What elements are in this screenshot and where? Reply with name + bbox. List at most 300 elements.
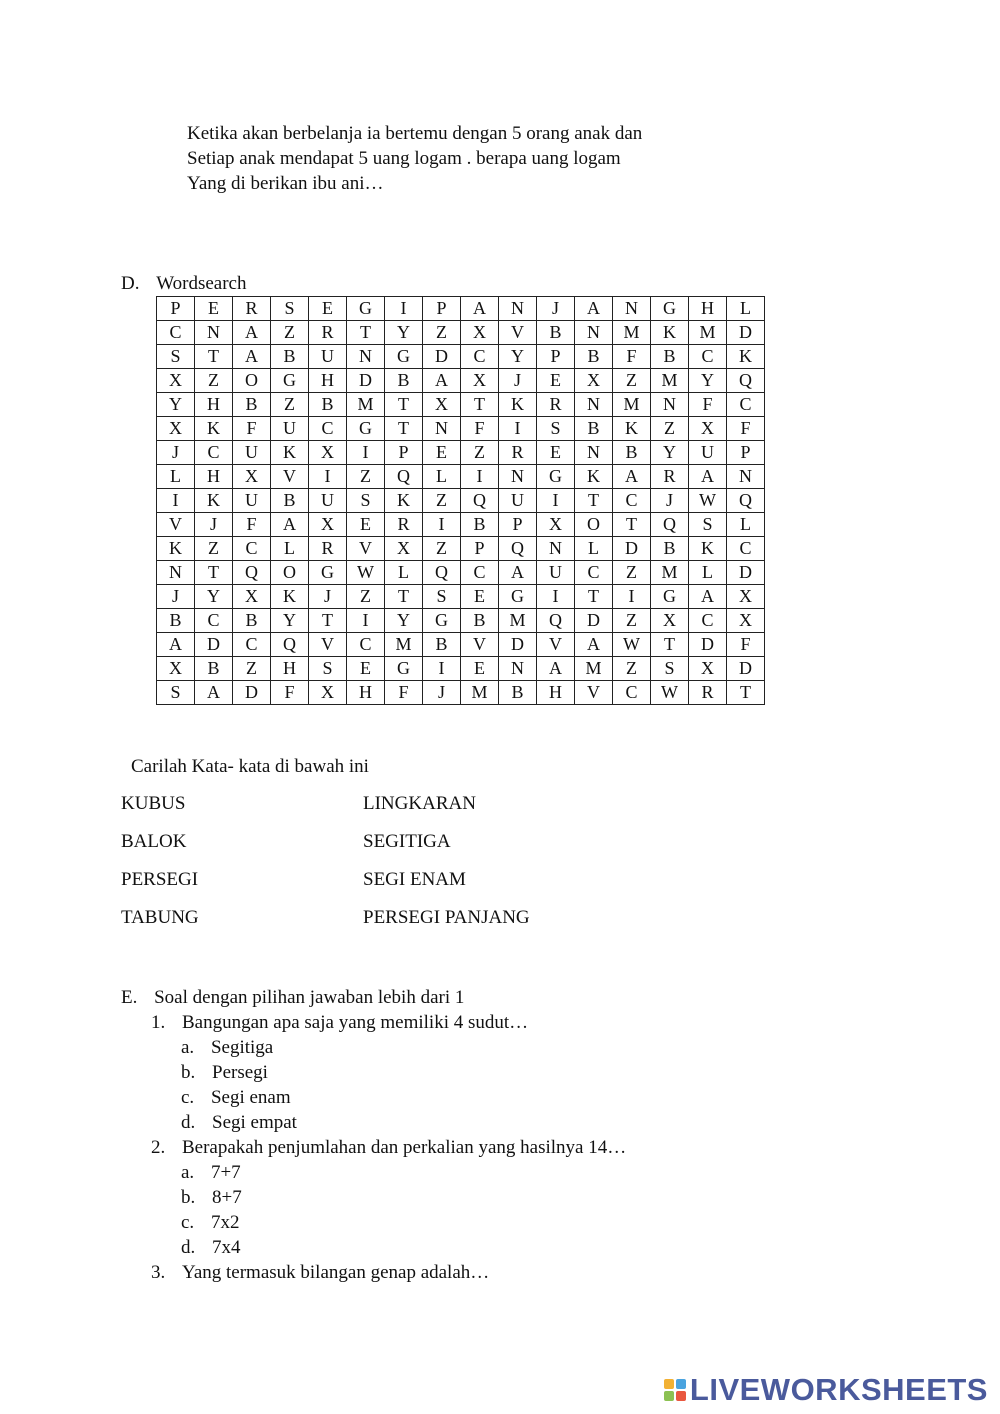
grid-cell[interactable]: R (233, 297, 271, 321)
grid-cell[interactable]: X (157, 657, 195, 681)
grid-cell[interactable]: I (157, 489, 195, 513)
grid-cell[interactable]: B (157, 609, 195, 633)
grid-cell[interactable]: Z (613, 609, 651, 633)
grid-cell[interactable]: A (423, 369, 461, 393)
grid-cell[interactable]: N (157, 561, 195, 585)
grid-cell[interactable]: C (727, 537, 765, 561)
grid-cell[interactable]: B (271, 489, 309, 513)
grid-cell[interactable]: S (271, 297, 309, 321)
grid-cell[interactable]: O (233, 369, 271, 393)
grid-cell[interactable]: D (575, 609, 613, 633)
grid-cell[interactable]: G (499, 585, 537, 609)
grid-cell[interactable]: Z (613, 657, 651, 681)
grid-cell[interactable]: N (575, 321, 613, 345)
grid-cell[interactable]: Z (271, 393, 309, 417)
grid-cell[interactable]: A (575, 297, 613, 321)
grid-cell[interactable]: Z (195, 537, 233, 561)
grid-cell[interactable]: J (423, 681, 461, 705)
grid-cell[interactable]: Q (271, 633, 309, 657)
grid-cell[interactable]: T (195, 345, 233, 369)
grid-cell[interactable]: N (195, 321, 233, 345)
grid-cell[interactable]: Z (423, 537, 461, 561)
grid-cell[interactable]: B (575, 417, 613, 441)
grid-cell[interactable]: V (309, 633, 347, 657)
grid-cell[interactable]: F (689, 393, 727, 417)
grid-cell[interactable]: C (195, 609, 233, 633)
grid-cell[interactable]: Y (157, 393, 195, 417)
option-text: Segitiga (210, 1037, 274, 1058)
grid-cell[interactable]: C (613, 681, 651, 705)
grid-cell[interactable]: Z (195, 369, 233, 393)
grid-cell[interactable]: A (613, 465, 651, 489)
grid-cell[interactable]: S (423, 585, 461, 609)
grid-cell[interactable]: B (461, 609, 499, 633)
grid-cell[interactable]: J (651, 489, 689, 513)
grid-cell[interactable]: B (651, 345, 689, 369)
grid-cell[interactable]: B (423, 633, 461, 657)
grid-cell[interactable]: G (423, 609, 461, 633)
grid-cell[interactable]: B (385, 369, 423, 393)
grid-cell[interactable]: T (575, 585, 613, 609)
grid-cell[interactable]: L (575, 537, 613, 561)
grid-cell[interactable]: B (461, 513, 499, 537)
grid-cell[interactable]: I (537, 585, 575, 609)
grid-cell[interactable]: X (423, 393, 461, 417)
grid-cell[interactable]: S (651, 657, 689, 681)
question (151, 1260, 489, 1285)
grid-cell[interactable]: C (233, 633, 271, 657)
grid-cell[interactable]: K (613, 417, 651, 441)
grid-cell[interactable]: B (651, 537, 689, 561)
grid-cell[interactable]: Y (385, 609, 423, 633)
answer-option[interactable] (181, 1110, 297, 1135)
grid-cell[interactable]: X (727, 609, 765, 633)
grid-cell[interactable]: I (423, 657, 461, 681)
grid-cell[interactable]: E (195, 297, 233, 321)
grid-cell[interactable]: N (499, 465, 537, 489)
grid-cell[interactable]: E (537, 441, 575, 465)
grid-cell[interactable]: T (461, 393, 499, 417)
word-item: TABUNG (121, 907, 199, 928)
grid-cell[interactable]: S (157, 345, 195, 369)
grid-cell[interactable]: N (651, 393, 689, 417)
grid-cell[interactable]: D (233, 681, 271, 705)
grid-cell[interactable]: K (195, 489, 233, 513)
answer-option[interactable] (181, 1160, 241, 1185)
grid-cell[interactable]: Z (613, 561, 651, 585)
grid-cell[interactable]: A (689, 585, 727, 609)
grid-cell[interactable]: T (575, 489, 613, 513)
grid-cell[interactable]: C (613, 489, 651, 513)
grid-cell[interactable]: U (233, 489, 271, 513)
grid-cell[interactable]: K (157, 537, 195, 561)
grid-cell[interactable]: D (613, 537, 651, 561)
grid-cell[interactable]: N (575, 393, 613, 417)
grid-cell[interactable]: M (385, 633, 423, 657)
grid-cell[interactable]: E (461, 585, 499, 609)
grid-cell[interactable]: O (271, 561, 309, 585)
grid-cell[interactable]: X (651, 609, 689, 633)
grid-cell[interactable]: V (271, 465, 309, 489)
grid-cell[interactable]: Q (461, 489, 499, 513)
grid-cell[interactable]: Z (613, 369, 651, 393)
grid-cell[interactable]: X (233, 465, 271, 489)
grid-cell[interactable]: K (689, 537, 727, 561)
grid-cell[interactable]: X (157, 417, 195, 441)
grid-cell[interactable]: B (271, 345, 309, 369)
grid-cell[interactable]: X (309, 681, 347, 705)
grid-cell[interactable]: P (423, 297, 461, 321)
grid-cell[interactable]: I (347, 609, 385, 633)
grid-cell[interactable]: B (613, 441, 651, 465)
grid-cell[interactable]: P (157, 297, 195, 321)
grid-cell[interactable]: M (689, 321, 727, 345)
grid-cell[interactable]: F (727, 417, 765, 441)
grid-cell[interactable]: W (613, 633, 651, 657)
grid-cell[interactable]: P (461, 537, 499, 561)
grid-cell[interactable]: A (233, 321, 271, 345)
grid-cell[interactable]: X (689, 417, 727, 441)
grid-cell[interactable]: Y (195, 585, 233, 609)
grid-cell[interactable]: H (195, 393, 233, 417)
grid-cell[interactable]: C (461, 345, 499, 369)
grid-cell[interactable]: A (689, 465, 727, 489)
grid-cell[interactable]: Q (499, 537, 537, 561)
grid-cell[interactable]: Z (461, 441, 499, 465)
grid-cell[interactable]: B (233, 609, 271, 633)
grid-cell[interactable]: I (461, 465, 499, 489)
grid-cell[interactable]: T (347, 321, 385, 345)
grid-cell[interactable]: L (157, 465, 195, 489)
grid-cell[interactable]: I (385, 297, 423, 321)
grid-cell[interactable]: E (309, 297, 347, 321)
grid-cell[interactable]: C (689, 609, 727, 633)
grid-cell[interactable]: E (461, 657, 499, 681)
grid-cell[interactable]: Q (233, 561, 271, 585)
grid-cell[interactable]: N (613, 297, 651, 321)
grid-cell[interactable]: B (575, 345, 613, 369)
question (151, 1010, 528, 1035)
grid-cell[interactable]: G (651, 585, 689, 609)
grid-cell[interactable]: N (499, 657, 537, 681)
grid-cell[interactable]: G (537, 465, 575, 489)
grid-cell[interactable]: Q (727, 489, 765, 513)
grid-cell[interactable]: N (499, 297, 537, 321)
grid-cell[interactable]: C (575, 561, 613, 585)
grid-cell[interactable]: D (727, 561, 765, 585)
option-text: Segi empat (212, 1112, 297, 1133)
grid-cell[interactable]: U (537, 561, 575, 585)
grid-cell[interactable]: A (233, 345, 271, 369)
grid-cell[interactable]: G (651, 297, 689, 321)
grid-cell[interactable]: A (575, 633, 613, 657)
grid-cell[interactable]: H (309, 369, 347, 393)
grid-cell[interactable]: P (499, 513, 537, 537)
grid-cell[interactable]: X (461, 369, 499, 393)
grid-cell[interactable]: P (537, 345, 575, 369)
grid-cell[interactable]: V (157, 513, 195, 537)
grid-cell[interactable]: V (537, 633, 575, 657)
grid-cell[interactable]: T (727, 681, 765, 705)
grid-cell[interactable]: M (499, 609, 537, 633)
grid-cell[interactable]: U (233, 441, 271, 465)
grid-cell[interactable]: E (537, 369, 575, 393)
grid-cell[interactable]: Z (423, 489, 461, 513)
grid-cell[interactable]: J (157, 441, 195, 465)
grid-cell[interactable]: X (689, 657, 727, 681)
grid-cell[interactable]: K (575, 465, 613, 489)
grid-cell[interactable]: F (385, 681, 423, 705)
logo-square-icon (676, 1391, 686, 1401)
grid-cell[interactable]: M (575, 657, 613, 681)
grid-cell[interactable]: K (651, 321, 689, 345)
grid-cell[interactable]: B (537, 321, 575, 345)
grid-cell[interactable]: K (499, 393, 537, 417)
grid-cell[interactable]: T (651, 633, 689, 657)
grid-cell[interactable]: R (499, 441, 537, 465)
grid-cell[interactable]: P (727, 441, 765, 465)
grid-cell[interactable]: T (385, 393, 423, 417)
grid-cell[interactable]: C (195, 441, 233, 465)
answer-option[interactable] (181, 1085, 291, 1110)
grid-cell[interactable]: S (537, 417, 575, 441)
answer-option[interactable] (181, 1185, 242, 1210)
grid-cell[interactable]: D (423, 345, 461, 369)
grid-cell[interactable]: O (575, 513, 613, 537)
grid-cell[interactable]: X (575, 369, 613, 393)
grid-cell[interactable]: M (651, 369, 689, 393)
grid-cell[interactable]: V (499, 321, 537, 345)
grid-cell[interactable]: I (537, 489, 575, 513)
grid-cell[interactable]: N (347, 345, 385, 369)
grid-cell[interactable]: R (309, 321, 347, 345)
grid-cell[interactable]: Z (651, 417, 689, 441)
grid-cell[interactable]: H (537, 681, 575, 705)
grid-cell[interactable]: S (157, 681, 195, 705)
logo-text: LIVEWORKSHEETS (689, 1372, 988, 1407)
grid-cell[interactable]: C (309, 417, 347, 441)
section-marker: E. (121, 987, 138, 1008)
grid-cell[interactable]: N (575, 441, 613, 465)
grid-cell[interactable]: G (347, 297, 385, 321)
grid-cell[interactable]: U (271, 417, 309, 441)
grid-cell[interactable]: Y (651, 441, 689, 465)
grid-cell[interactable]: B (309, 393, 347, 417)
grid-cell[interactable]: T (385, 585, 423, 609)
grid-cell[interactable]: K (727, 345, 765, 369)
intro-line: Setiap anak mendapat 5 uang logam . berapa uang logam (187, 148, 621, 169)
grid-cell[interactable]: M (347, 393, 385, 417)
grid-cell[interactable]: P (385, 441, 423, 465)
liveworksheets-logo (664, 1372, 988, 1408)
grid-cell[interactable]: Y (499, 345, 537, 369)
grid-cell[interactable]: F (461, 417, 499, 441)
grid-cell[interactable]: J (499, 369, 537, 393)
grid-cell[interactable]: D (727, 321, 765, 345)
grid-cell[interactable]: B (195, 657, 233, 681)
grid-cell[interactable]: K (195, 417, 233, 441)
grid-cell[interactable]: C (727, 393, 765, 417)
grid-cell[interactable]: U (309, 489, 347, 513)
grid-cell[interactable]: S (309, 657, 347, 681)
grid-cell[interactable]: H (347, 681, 385, 705)
grid-cell[interactable]: J (309, 585, 347, 609)
word-item: SEGI ENAM (363, 869, 466, 890)
grid-cell[interactable]: G (347, 417, 385, 441)
grid-cell[interactable]: L (271, 537, 309, 561)
grid-cell[interactable]: Q (385, 465, 423, 489)
grid-cell[interactable]: D (727, 657, 765, 681)
grid-cell[interactable]: X (461, 321, 499, 345)
grid-cell[interactable]: R (309, 537, 347, 561)
grid-cell[interactable]: G (385, 345, 423, 369)
grid-cell[interactable]: J (195, 513, 233, 537)
grid-cell[interactable]: Z (347, 465, 385, 489)
grid-cell[interactable]: R (689, 681, 727, 705)
grid-cell[interactable]: N (727, 465, 765, 489)
grid-cell[interactable]: J (157, 585, 195, 609)
grid-cell[interactable]: W (347, 561, 385, 585)
grid-cell[interactable]: E (347, 513, 385, 537)
grid-cell[interactable]: C (347, 633, 385, 657)
logo-square-icon (676, 1379, 686, 1389)
grid-cell[interactable]: Q (537, 609, 575, 633)
grid-cell[interactable]: Q (727, 369, 765, 393)
grid-cell[interactable]: U (309, 345, 347, 369)
grid-cell[interactable]: V (461, 633, 499, 657)
grid-cell[interactable]: X (385, 537, 423, 561)
grid-cell[interactable]: Y (689, 369, 727, 393)
grid-cell[interactable]: X (727, 585, 765, 609)
grid-cell[interactable]: K (271, 585, 309, 609)
grid-cell[interactable]: L (385, 561, 423, 585)
grid-cell[interactable]: H (195, 465, 233, 489)
grid-cell[interactable]: F (613, 345, 651, 369)
option-letter: a. (181, 1162, 195, 1183)
grid-cell[interactable]: C (461, 561, 499, 585)
intro-line: Yang di berikan ibu ani… (187, 173, 384, 194)
grid-cell[interactable]: N (537, 537, 575, 561)
grid-cell[interactable]: X (537, 513, 575, 537)
grid-cell[interactable]: I (309, 465, 347, 489)
grid-cell[interactable]: N (423, 417, 461, 441)
grid-cell[interactable]: J (537, 297, 575, 321)
grid-cell[interactable]: F (233, 513, 271, 537)
grid-cell[interactable]: A (537, 657, 575, 681)
grid-cell[interactable]: F (271, 681, 309, 705)
grid-cell[interactable]: T (195, 561, 233, 585)
grid-cell[interactable]: W (651, 681, 689, 705)
grid-cell[interactable]: S (347, 489, 385, 513)
grid-cell[interactable]: A (461, 297, 499, 321)
grid-cell[interactable]: L (423, 465, 461, 489)
grid-cell[interactable]: M (461, 681, 499, 705)
wordsearch-instruction: Carilah Kata- kata di bawah ini (131, 756, 369, 777)
grid-cell[interactable]: I (613, 585, 651, 609)
grid-cell[interactable]: T (613, 513, 651, 537)
grid-cell[interactable]: C (689, 345, 727, 369)
grid-cell[interactable]: K (271, 441, 309, 465)
grid-cell[interactable]: X (309, 441, 347, 465)
grid-cell[interactable]: E (423, 441, 461, 465)
grid-cell[interactable]: Y (271, 609, 309, 633)
grid-cell[interactable]: Z (271, 321, 309, 345)
grid-cell[interactable]: S (689, 513, 727, 537)
grid-cell[interactable]: R (537, 393, 575, 417)
grid-cell[interactable]: I (347, 441, 385, 465)
grid-cell[interactable]: Q (651, 513, 689, 537)
grid-cell[interactable]: E (347, 657, 385, 681)
section-e-heading (121, 985, 464, 1010)
grid-cell[interactable]: X (157, 369, 195, 393)
grid-cell[interactable]: C (157, 321, 195, 345)
grid-cell[interactable]: A (195, 681, 233, 705)
grid-cell[interactable]: I (499, 417, 537, 441)
grid-cell[interactable]: G (309, 561, 347, 585)
grid-cell[interactable]: H (271, 657, 309, 681)
answer-option[interactable] (181, 1035, 273, 1060)
grid-cell[interactable]: A (271, 513, 309, 537)
grid-cell[interactable]: B (499, 681, 537, 705)
grid-cell[interactable]: G (271, 369, 309, 393)
option-text: 7x2 (210, 1212, 240, 1233)
grid-cell[interactable]: L (727, 297, 765, 321)
grid-cell[interactable]: U (499, 489, 537, 513)
grid-cell[interactable]: V (347, 537, 385, 561)
grid-cell[interactable]: F (727, 633, 765, 657)
grid-cell[interactable]: W (689, 489, 727, 513)
grid-cell[interactable]: H (689, 297, 727, 321)
grid-cell[interactable]: Z (423, 321, 461, 345)
grid-cell[interactable]: K (385, 489, 423, 513)
grid-cell[interactable]: L (727, 513, 765, 537)
grid-cell[interactable]: X (233, 585, 271, 609)
option-letter: c. (181, 1087, 195, 1108)
grid-cell[interactable]: M (651, 561, 689, 585)
grid-cell[interactable]: G (385, 657, 423, 681)
grid-cell[interactable]: U (689, 441, 727, 465)
grid-cell[interactable]: Z (347, 585, 385, 609)
grid-cell[interactable]: F (233, 417, 271, 441)
grid-cell[interactable]: A (499, 561, 537, 585)
grid-cell[interactable]: Z (233, 657, 271, 681)
grid-cell[interactable]: B (233, 393, 271, 417)
grid-cell[interactable]: R (651, 465, 689, 489)
grid-cell[interactable]: Y (385, 321, 423, 345)
grid-cell[interactable]: X (309, 513, 347, 537)
grid-cell[interactable]: D (499, 633, 537, 657)
grid-cell[interactable]: D (689, 633, 727, 657)
grid-cell[interactable]: C (233, 537, 271, 561)
grid-cell[interactable]: T (309, 609, 347, 633)
grid-cell[interactable]: V (575, 681, 613, 705)
grid-cell[interactable]: I (423, 513, 461, 537)
answer-option[interactable] (181, 1235, 241, 1260)
option-letter: d. (181, 1112, 196, 1133)
grid-cell[interactable]: R (385, 513, 423, 537)
grid-cell[interactable]: L (689, 561, 727, 585)
grid-cell[interactable]: D (347, 369, 385, 393)
grid-cell[interactable]: M (613, 393, 651, 417)
grid-cell[interactable]: D (195, 633, 233, 657)
answer-option[interactable] (181, 1210, 239, 1235)
question-text: Yang termasuk bilangan genap adalah… (182, 1262, 490, 1283)
grid-cell[interactable]: T (385, 417, 423, 441)
grid-cell[interactable]: M (613, 321, 651, 345)
answer-option[interactable] (181, 1060, 268, 1085)
grid-cell[interactable]: Q (423, 561, 461, 585)
grid-cell[interactable]: A (157, 633, 195, 657)
